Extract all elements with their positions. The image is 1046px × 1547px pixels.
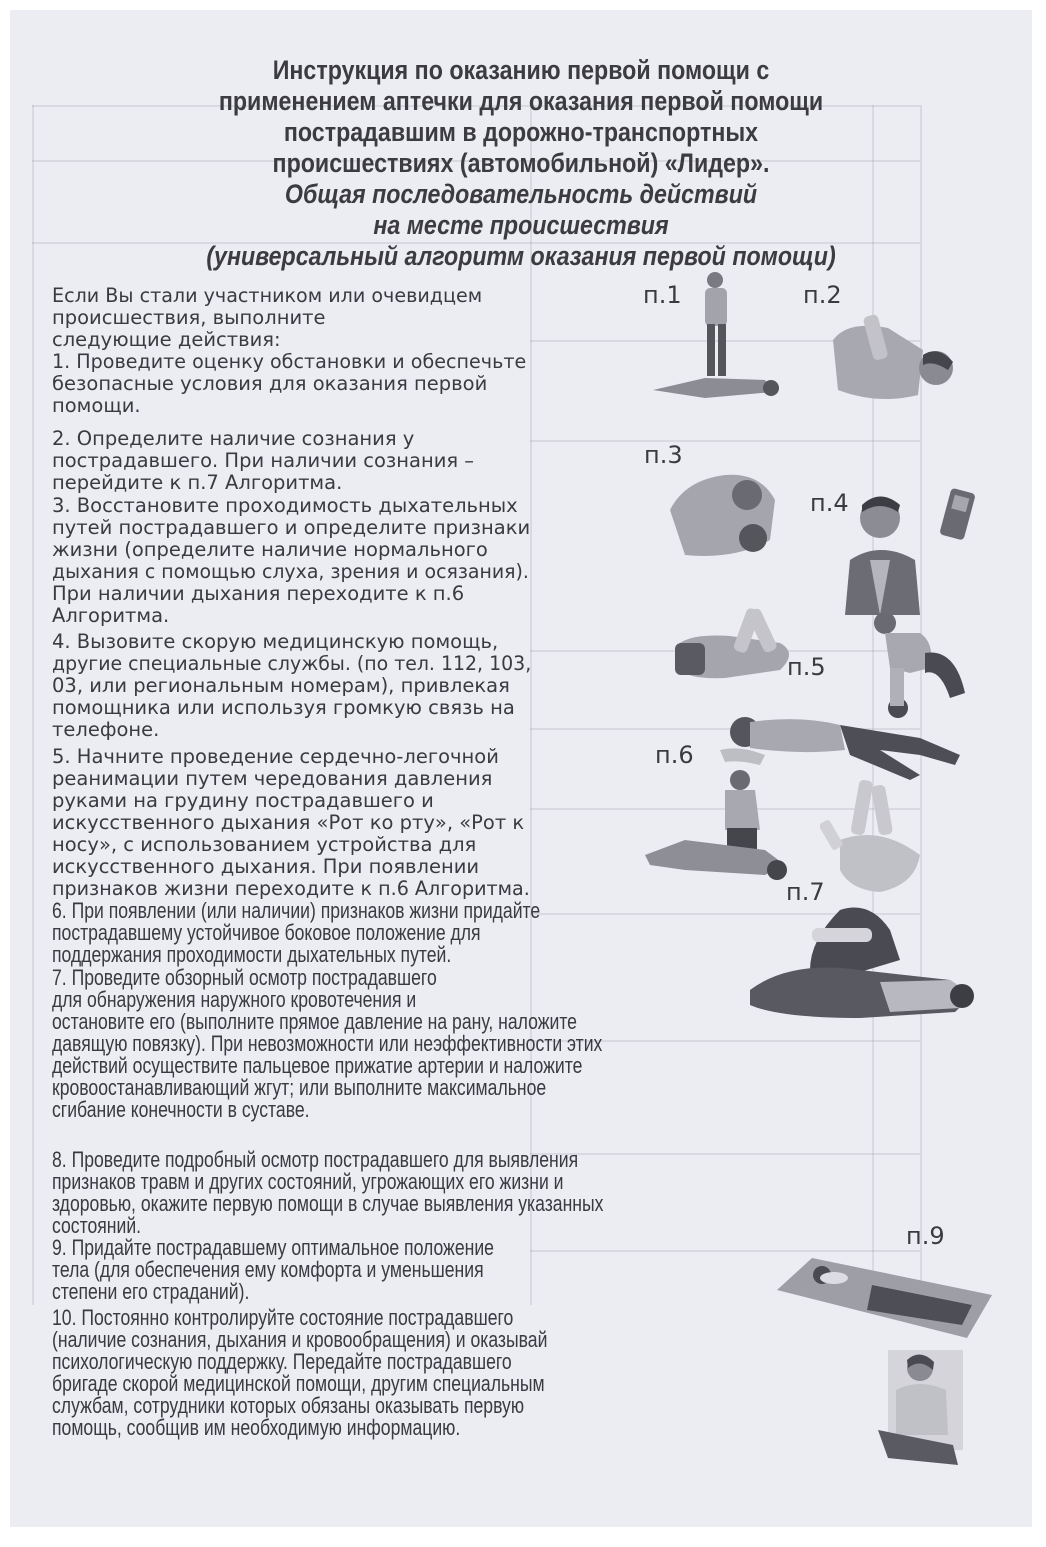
document-subtitle-line: Общая последовательность действий	[284, 179, 758, 209]
step-7-line: остановите его (выполните прямое давление на рану, наложите	[52, 1009, 577, 1034]
illustration-label-6: п.6	[655, 741, 694, 769]
intro-line: следующие действия:	[52, 328, 281, 351]
illustration-label-9: п.9	[906, 1222, 945, 1250]
document-title-line: происшествиях (автомобильной) «Лидер».	[272, 148, 770, 178]
show-through-line	[530, 440, 920, 442]
illustration-label-1: п.1	[643, 281, 682, 309]
document-subtitle-line: на месте происшествия	[373, 210, 669, 240]
step-5-line: искусственного дыхания «Рот ко рту», «Рот к	[52, 811, 525, 834]
step-9-line: тела (для обеспечения ему комфорта и уменьшения	[52, 1257, 484, 1282]
illustration-label-3: п.3	[644, 441, 683, 469]
step-2-line: пострадавшего. При наличии сознания –	[52, 449, 475, 472]
show-through-line	[530, 105, 532, 1305]
step-6-line: 6. При появлении (или наличии) признаков жизни придайте	[52, 898, 541, 923]
step-10-line: помощь, сообщив им необходимую информацию.	[52, 1415, 461, 1440]
step-5-line: искусственного дыхания. При появлении	[52, 855, 480, 878]
step-1-line: 1. Проведите оценку обстановки и обеспечьте	[52, 350, 527, 373]
document-title-line: Инструкция по оказанию первой помощи с	[272, 55, 770, 85]
step-4-line: другие специальные службы. (по тел. 112, 103,	[52, 652, 532, 675]
step-8-line: признаков травм и других состояний, угрожающих его жизни и	[52, 1169, 564, 1194]
show-through-line	[530, 1153, 920, 1155]
step-7-line: кровоостанавливающий жгут; или выполните максимальное	[52, 1075, 547, 1100]
step-10-line: психологическую поддержку. Передайте пострадавшего	[52, 1349, 512, 1374]
step-4-line: 03, или региональным номерам), привлекая	[52, 674, 510, 697]
step-4-line: помощника или используя громкую связь на	[52, 696, 515, 719]
illustration-label-2: п.2	[803, 281, 842, 309]
document-subtitle-line: (универсальный алгоритм оказания первой помощи)	[206, 241, 836, 271]
step-3-line: жизни (определите наличие нормального	[52, 538, 488, 561]
step-5-line: признаков жизни переходите к п.6 Алгоритма.	[52, 877, 530, 900]
step-10-line: бригаде скорой медицинской помощи, другим специальным	[52, 1371, 545, 1396]
optimal-position-illustration	[772, 1250, 997, 1345]
step-5-line: 5. Начните проведение сердечно-легочной	[52, 745, 499, 768]
step-8-line: 8. Проведите подробный осмотр пострадавшего для выявления	[52, 1147, 579, 1172]
step-9-line: степени его страданий).	[52, 1279, 250, 1304]
step-5-line: носу», с использованием устройства для	[52, 833, 477, 856]
step-8-line: здоровью, окажите первую помощи в случае выявления указанных	[52, 1191, 604, 1216]
illustration-label-5: п.5	[787, 653, 826, 681]
document-title-line: пострадавшим в дорожно-транспортных	[283, 117, 759, 147]
limb-elevation-illustration	[820, 780, 940, 900]
cpr-illustration	[670, 608, 800, 708]
check-consciousness-illustration	[828, 310, 958, 415]
step-6-line: поддержания проходимости дыхательных путей.	[52, 942, 452, 967]
psychological-support-illustration	[878, 1350, 963, 1465]
step-10-line: 10. Постоянно контролируйте состояние пострадавшего	[52, 1305, 514, 1330]
leg-bleeding-illustration	[750, 900, 980, 1020]
phone-call-illustration	[840, 480, 985, 615]
show-through-line	[32, 105, 34, 1305]
step-9-line: 9. Придайте пострадавшему оптимальное положение	[52, 1235, 494, 1260]
step-10-line: (наличие сознания, дыхания и кровообращения) и оказывай	[52, 1327, 548, 1352]
illustration-label-4: п.4	[810, 489, 849, 517]
intro-line: происшествия, выполните	[52, 306, 326, 329]
intro-line: Если Вы стали участником или очевидцем	[52, 284, 483, 307]
bleeding-control-illustration	[645, 770, 790, 885]
cpr-rescuer-illustration	[870, 608, 970, 718]
step-10-line: службам, сотрудники которых обязаны оказывать первую	[52, 1393, 525, 1418]
step-2-line: 2. Определите наличие сознания у	[52, 427, 415, 450]
step-7-line: давящую повязку). При невозможности или неэффективности этих	[52, 1031, 603, 1056]
step-6-line: пострадавшему устойчивое боковое положение для	[52, 920, 481, 945]
step-4-line: 4. Вызовите скорую медицинскую помощь,	[52, 630, 499, 653]
step-1-line: помощи.	[52, 394, 141, 417]
step-4-line: телефоне.	[52, 718, 160, 741]
step-1-line: безопасные условия для оказания первой	[52, 372, 488, 395]
step-7-line: действий осуществите пальцевое прижатие артерии и наложите	[52, 1053, 583, 1078]
instruction-page	[10, 10, 1032, 1527]
bystander-and-victim-illustration	[645, 270, 790, 415]
step-3-line: При наличии дыхания переходите к п.6	[52, 582, 465, 605]
step-3-line: Алгоритма.	[52, 604, 170, 627]
step-3-line: путей пострадавшего и определите признаки	[52, 516, 531, 539]
step-7-line: сгибание конечности в суставе.	[52, 1097, 310, 1122]
step-7-line: для обнаружения наружного кровотечения и	[52, 987, 417, 1012]
step-3-line: 3. Восстановите проходимость дыхательных	[52, 494, 518, 517]
step-5-line: руками на грудину пострадавшего и	[52, 789, 434, 812]
step-7-line: 7. Проведите обзорный осмотр пострадавшего	[52, 965, 437, 990]
step-3-line: дыхания с помощью слуха, зрения и осязания).	[52, 560, 529, 583]
airway-check-illustration	[665, 460, 785, 570]
step-5-line: реанимации путем чередования давления	[52, 767, 493, 790]
document-title-line: применением аптечки для оказания первой помощи	[218, 86, 824, 116]
step-2-line: перейдите к п.7 Алгоритма.	[52, 471, 343, 494]
step-8-line: состояний.	[52, 1213, 142, 1238]
illustration-label-7: п.7	[786, 878, 825, 906]
